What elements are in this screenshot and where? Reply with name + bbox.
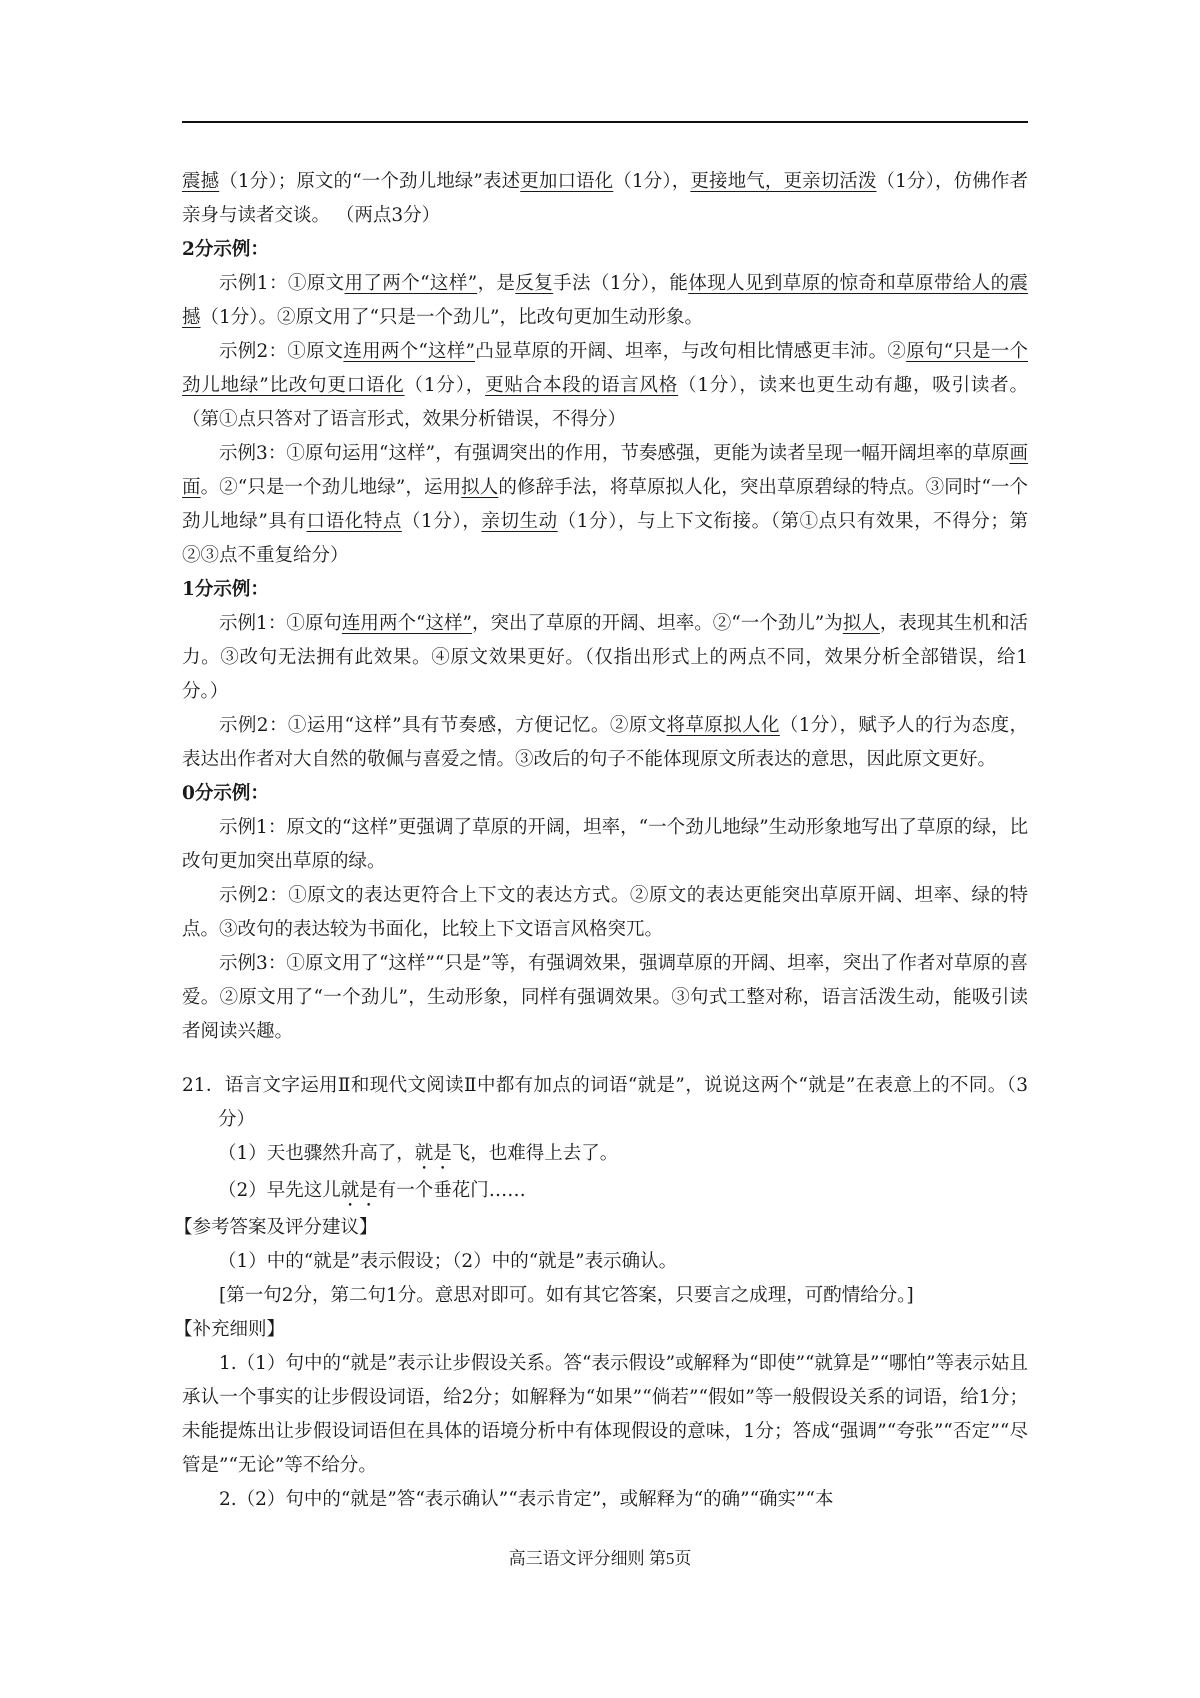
text-segment: （1分）。②原文用了“只是一个劲儿”，比改句更加生动形象。 [200, 307, 703, 328]
text-segment: （1）天也骤然升高了， [218, 1143, 415, 1164]
underlined-text: 更接地气，更亲切活泼 [690, 171, 877, 192]
text-segment: 有一个垂花门…… [377, 1180, 526, 1201]
underlined-text: 体现人见到草原的惊奇和草原带给人的震撼 [182, 273, 1028, 328]
text-segment: （1分），赋予人的行为态度，表达出作者对大自然的敬佩与喜爱之情。③改后的句子不能体现原文所表达的意思，因此原文更好。 [182, 715, 1028, 770]
text-segment: 示例2：①原文 [219, 341, 344, 362]
heading-2-points: 2分示例： [182, 239, 269, 260]
supplement-header: 【补充细则】 [174, 1319, 286, 1340]
text-segment: ，是 [477, 273, 516, 294]
underlined-text: 画面 [182, 443, 1028, 498]
answer-text: （1）中的“就是”表示假设；（2）中的“就是”表示确认。 [218, 1251, 678, 1272]
text-segment: ，突出了草原的开阔、坦率。②“一个劲儿”为 [471, 613, 843, 634]
text-segment: 示例3：①原句运用“这样”，有强调突出的作用，节奏感强，更能为读者呈现一幅开阔坦率的草原 [219, 443, 1010, 464]
text-segment: （1分），读来也更生动有趣，吸引读者。 （第①点只答对了语言形式，效果分析错误，不得分） [182, 375, 1028, 430]
text-segment: （2）早先这儿 [218, 1180, 341, 1201]
example-1pt-1 [182, 607, 1028, 709]
supplement-rule-1: 1.（1）句中的“就是”表示让步假设关系。答“表示假设”或解释为“即使”“就算是”“哪怕”等表示姑且承认一个事实的让步假设词语，给2分；如解释为“如果”“倘若”“假如”等一般假设关系的词语，给1分；未能提炼出让步假设词语但在具体的语境分析中有体现假设的意味，1分；答成“强调”“夸张”“否定”“尽管是”“无论”等不给分。 [182, 1353, 1028, 1476]
text-segment: 凸显草原的开阔、坦率，与改句相比情感更丰沛。② [474, 341, 907, 362]
answer-header: 【参考答案及评分建议】 [174, 1217, 378, 1238]
example-0pt-1: 示例1：原文的“这样”更强调了草原的开阔，坦率，“一个劲儿地绿”生动形象地写出了草原的绿，比改句更加突出草原的绿。 [182, 817, 1028, 872]
underlined-text: 拟人 [461, 477, 499, 498]
example-2pt-2 [182, 335, 1028, 437]
text-segment: （1分）， [404, 375, 486, 396]
underlined-text: 用了两个“这样” [344, 273, 478, 294]
section-gap [182, 1049, 1028, 1069]
text-segment: 的修辞手法，将草原拟人化，突出草原碧绿的特点。③同时“一个劲儿地绿”具有 [182, 477, 1028, 532]
text-segment: 示例1：①原句 [219, 613, 342, 634]
answer-note: [第一句2分，第二句1分。意思对即可。如有其它答案，只要言之成理，可酌情给分。] [219, 1285, 914, 1306]
header-rule [182, 121, 1028, 123]
text-segment: （1分）；原文的“一个劲儿地绿”表述 [219, 171, 521, 192]
text-segment: （1分）， [613, 171, 691, 192]
example-0pt-3: 示例3：①原文用了“这样”“只是”等，有强调效果，强调草原的开阔、坦率，突出了作者对草原的喜爱。②原文用了“一个劲儿”，生动形象，同样有强调效果。③句式工整对称，语言活泼生动，能吸引读者阅读兴趣。 [182, 953, 1028, 1042]
text-segment: （1分），仿佛作者亲身与读者交谈。 （两点3分） [182, 171, 1028, 226]
question-21-sentence-1 [182, 1137, 1028, 1174]
example-1pt-2 [182, 709, 1028, 777]
underlined-text: 拟人 [842, 613, 880, 634]
heading-0-points: 0分示例： [182, 783, 269, 804]
underlined-text: 原句“只是一个劲儿地绿”比改句更口语化 [182, 341, 1028, 396]
supplement-rule-2: 2.（2）句中的“就是”答“表示确认”“表示肯定”，或解释为“的确”“确实”“本 [219, 1489, 834, 1510]
example-0pt-2: 示例2：①原文的表达更符合上下文的表达方式。②原文的表达更能突出草原开阔、坦率、绿的特点。③改句的表达较为书面化，比较上下文语言风格突兀。 [182, 885, 1028, 940]
underlined-text: 连用两个“这样” [341, 613, 472, 634]
question-21-sentence-2 [182, 1174, 1028, 1211]
underlined-text: 更贴合本段的语言风格 [485, 375, 679, 396]
example-2pt-3 [182, 437, 1028, 573]
text-segment: 手法（1分），能 [553, 273, 689, 294]
text-segment: （1分）， [401, 511, 482, 532]
page-footer: 高三语文评分细则 第5页 [508, 1549, 692, 1568]
text-segment: ，表现其生机和活力。③改句无法拥有此效果。④原文效果更好。（仅指出形式上的两点不同，效果分析全部错误，给1分。） [182, 613, 1028, 702]
dotted-emphasis-text: 就是 [340, 1180, 378, 1201]
underlined-text: 反复 [515, 273, 554, 294]
text-segment: （1分），与上下文衔接。（第①点只有效果，不得分；第②③点不重复给分） [182, 511, 1028, 566]
text-segment: 示例1：①原文 [219, 273, 345, 294]
underlined-text: 将草原拟人化 [666, 715, 780, 736]
underlined-text: 震撼 [182, 171, 220, 192]
underlined-text: 亲切生动 [481, 511, 558, 532]
underlined-text: 口语化特点 [306, 511, 402, 532]
continuation-paragraph [182, 165, 1028, 233]
text-segment: 飞，也难得上去了。 [451, 1143, 619, 1164]
underlined-text: 连用两个“这样” [343, 341, 475, 362]
text-segment: 。②“只是一个劲儿地绿”，运用 [200, 477, 462, 498]
example-2pt-1 [182, 267, 1028, 335]
page-content [174, 165, 1028, 1517]
question-21: 21．语言文字运用Ⅱ和现代文阅读Ⅱ中都有加点的词语“就是”，说说这两个“就是”在表意上的不同。（3分） [182, 1075, 1028, 1130]
underlined-text: 更加口语化 [520, 171, 614, 192]
dotted-emphasis-text: 就是 [414, 1143, 452, 1164]
text-segment: 示例2：①运用“这样”具有节奏感，方便记忆。②原文 [219, 715, 667, 736]
heading-1-point: 1分示例： [182, 579, 269, 600]
